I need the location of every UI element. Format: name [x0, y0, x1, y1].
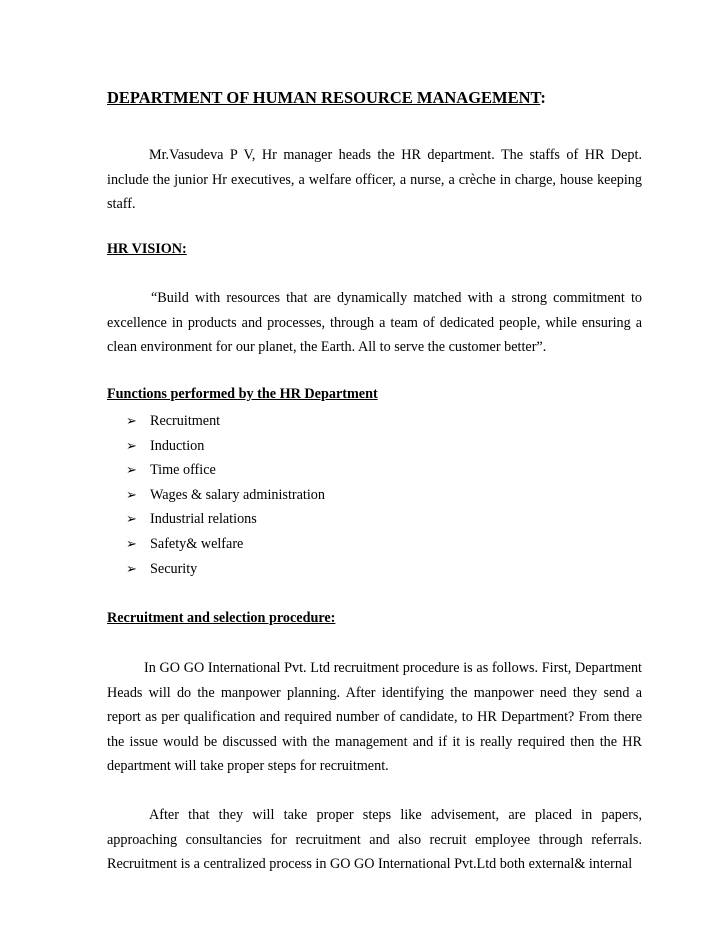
arrow-bullet-icon: ➢: [126, 462, 137, 478]
functions-list: [107, 409, 325, 581]
list-item-text: Wages & salary administration: [150, 486, 325, 503]
arrow-bullet-icon: ➢: [126, 486, 137, 502]
hr-vision-paragraph: “Build with resources that are dynamically matched with a strong commitment to excellence in products and processes, through a team of dedicated people, while ensuring a clean environment for our planet, the Earth. All to serve the customer better”.: [107, 290, 642, 355]
list-item-text: Induction: [150, 437, 205, 454]
department-paragraph: Mr.Vasudeva P V, Hr manager heads the HR department. The staffs of HR Dept. include the junior Hr executives, a welfare officer, a nurse, a crèche in charge, house keeping staff.: [107, 147, 642, 212]
recruitment-heading-text: Recruitment and selection procedure:: [107, 610, 336, 626]
functions-heading-text: Functions performed by the HR Department: [107, 386, 378, 402]
list-item-text: Time office: [150, 462, 216, 479]
arrow-bullet-icon: ➢: [126, 560, 137, 576]
arrow-bullet-icon: ➢: [126, 413, 137, 428]
list-item: [107, 458, 325, 483]
department-heading-text: DEPARTMENT OF HUMAN RESOURCE MANAGEMENT: [107, 88, 541, 107]
arrow-bullet-icon: ➢: [126, 511, 137, 527]
list-item: [107, 557, 325, 582]
recruitment-paragraph-1: In GO GO International Pvt. Ltd recruitment procedure is as follows. First, Department Heads will do the manpower planning. After identifying the manpower need they send a report as per qualification and required number of candidate, to HR Department? From there the issue would be discussed with the management and if it is really required then the HR department will take proper steps for recruitment.: [107, 660, 642, 774]
list-item: [107, 409, 325, 434]
arrow-bullet-icon: ➢: [126, 535, 137, 551]
recruitment-heading: [107, 610, 335, 627]
list-item: [107, 532, 325, 557]
list-item-text: Recruitment: [150, 413, 221, 429]
department-heading-colon: :: [540, 88, 546, 107]
hr-vision-heading-text: HR VISION:: [107, 241, 187, 257]
list-item: [107, 434, 325, 459]
hr-vision-heading: [107, 241, 187, 258]
functions-heading: [107, 386, 378, 403]
department-heading: [107, 88, 546, 108]
list-item: [107, 483, 325, 508]
list-item-text: Safety& welfare: [150, 535, 244, 552]
list-item-text: Security: [150, 560, 198, 577]
arrow-bullet-icon: ➢: [126, 437, 137, 453]
list-item-text: Industrial relations: [150, 511, 257, 528]
list-item: [107, 507, 325, 532]
recruitment-paragraph-2: After that they will take proper steps like advisement, are placed in papers, approaching consultancies for recruitment and also recruit employee through referrals. Recruitment is a centralized process in GO GO International Pvt.Ltd both external& internal: [107, 807, 642, 872]
